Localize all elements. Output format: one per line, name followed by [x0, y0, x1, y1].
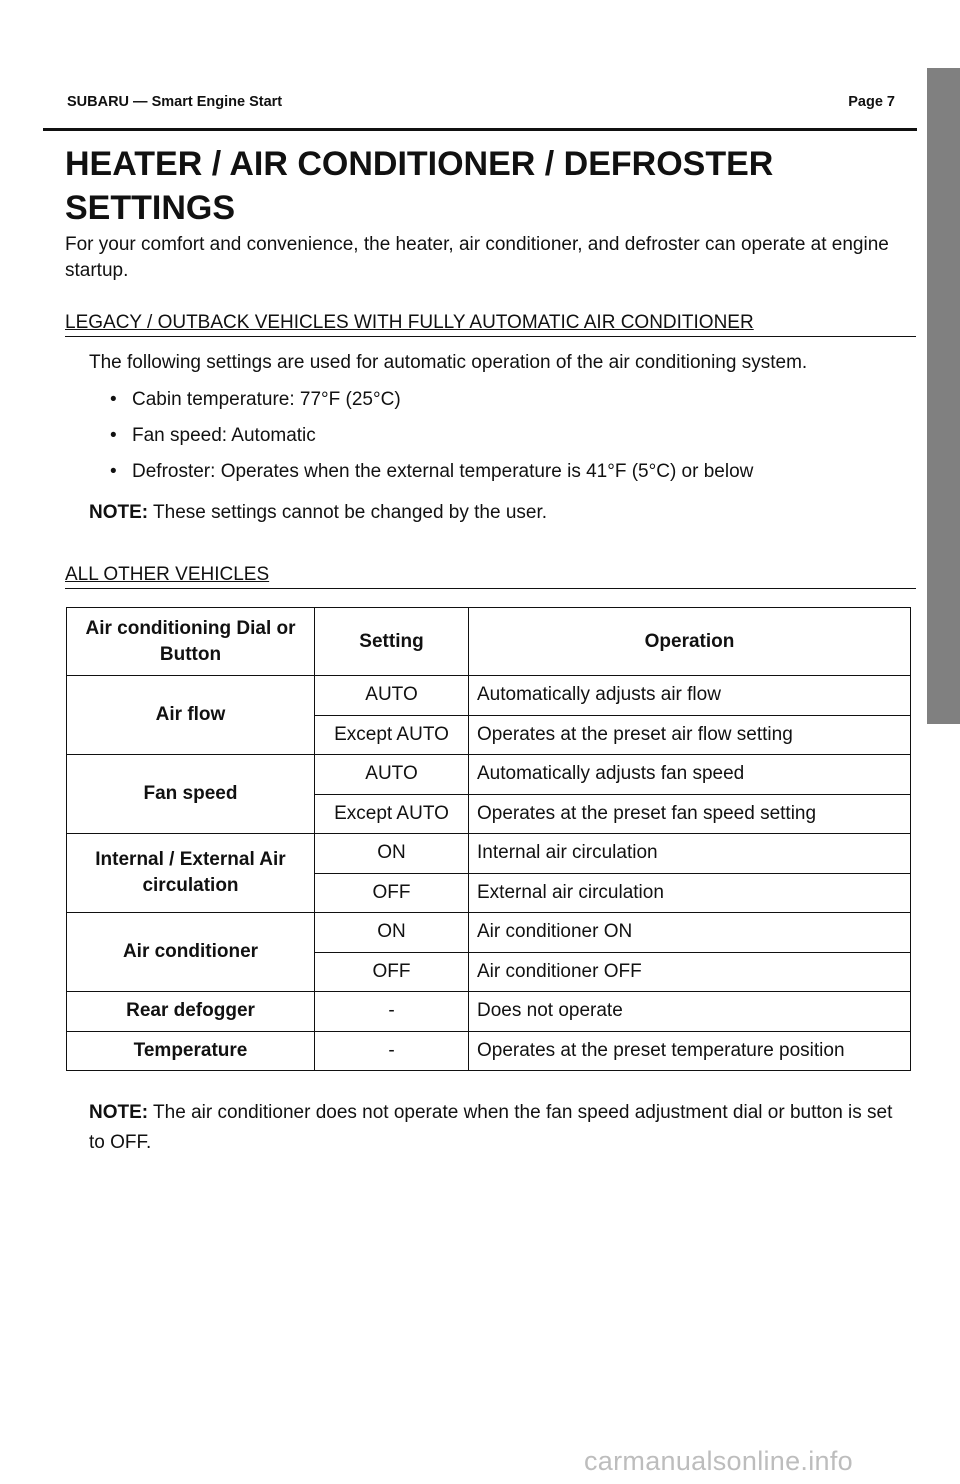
bullet-dot: •	[110, 389, 117, 410]
note-text: The air conditioner does not operate when the fan speed adjustment dial or button is set to OFF.	[89, 1102, 893, 1153]
row-group-label: Air conditioner	[67, 913, 315, 992]
note-label: NOTE:	[89, 502, 149, 523]
operation-cell: Air conditioner ON	[469, 913, 911, 953]
operation-cell: Automatically adjusts air flow	[469, 676, 911, 716]
row-group-label: Rear defogger	[67, 992, 315, 1032]
row-group-label: Air flow	[67, 676, 315, 755]
bullet-dot: •	[110, 461, 117, 482]
bullet-item	[110, 461, 753, 483]
table-row	[67, 755, 911, 795]
row-group-label: Temperature	[67, 1031, 315, 1071]
table-row	[67, 676, 911, 716]
operation-cell: Air conditioner OFF	[469, 952, 911, 992]
note-text: These settings cannot be changed by the user.	[153, 502, 548, 523]
page-header	[67, 94, 895, 110]
setting-cell: AUTO	[315, 676, 469, 716]
operation-cell: Operates at the preset fan speed setting	[469, 794, 911, 834]
operation-cell: Operates at the preset temperature position	[469, 1031, 911, 1071]
setting-cell: ON	[315, 834, 469, 874]
table-row	[67, 834, 911, 874]
setting-cell: OFF	[315, 952, 469, 992]
bullet-item	[110, 389, 401, 411]
row-group-label: Fan speed	[67, 755, 315, 834]
column-header-operation: Operation	[469, 608, 911, 676]
setting-cell: Except AUTO	[315, 794, 469, 834]
side-thumb-tab	[927, 68, 960, 724]
setting-cell: -	[315, 1031, 469, 1071]
page-title: HEATER / AIR CONDITIONER / DEFROSTER SETTINGS	[65, 145, 774, 227]
row-group-label: Internal / External Air circulation	[67, 834, 315, 913]
intro-paragraph: For your comfort and convenience, the heater, air conditioner, and defroster can operate at engine startup.	[65, 234, 889, 281]
section-heading-text: ALL OTHER VEHICLES	[65, 564, 270, 585]
header-title: SUBARU — Smart Engine Start	[67, 94, 283, 110]
operation-cell: Automatically adjusts fan speed	[469, 755, 911, 795]
operation-cell: Does not operate	[469, 992, 911, 1032]
note-label: NOTE:	[89, 1102, 149, 1123]
header-rule	[43, 128, 917, 131]
section-heading-legacy-outback	[65, 312, 916, 337]
note-other-vehicles	[89, 1098, 909, 1158]
page-number: Page 7	[848, 94, 895, 110]
bullet-text: Cabin temperature: 77°F (25°C)	[132, 389, 401, 410]
section-heading-other-vehicles	[65, 564, 916, 589]
column-header-dial: Air conditioning Dial or Button	[67, 608, 315, 676]
operation-cell: Operates at the preset air flow setting	[469, 715, 911, 755]
watermark: carmanualsonline.info	[584, 1446, 853, 1476]
note-legacy	[89, 500, 547, 526]
settings-table	[66, 607, 911, 1071]
table-header-row	[67, 608, 911, 676]
setting-cell: ON	[315, 913, 469, 953]
column-header-setting: Setting	[315, 608, 469, 676]
setting-cell: Except AUTO	[315, 715, 469, 755]
setting-cell: OFF	[315, 873, 469, 913]
bullet-item	[110, 425, 316, 447]
setting-cell: AUTO	[315, 755, 469, 795]
table-row	[67, 992, 911, 1032]
operation-cell: Internal air circulation	[469, 834, 911, 874]
operation-cell: External air circulation	[469, 873, 911, 913]
bullet-text: Fan speed: Automatic	[132, 425, 316, 446]
section-lead: The following settings are used for automatic operation of the air conditioning system.	[89, 352, 808, 373]
table-row	[67, 913, 911, 953]
table-row	[67, 1031, 911, 1071]
section-heading-text: LEGACY / OUTBACK VEHICLES WITH FULLY AUTOMATIC AIR CONDITIONER	[65, 312, 754, 333]
bullet-text: Defroster: Operates when the external temperature is 41°F (5°C) or below	[132, 461, 754, 482]
bullet-dot: •	[110, 425, 117, 446]
setting-cell: -	[315, 992, 469, 1032]
